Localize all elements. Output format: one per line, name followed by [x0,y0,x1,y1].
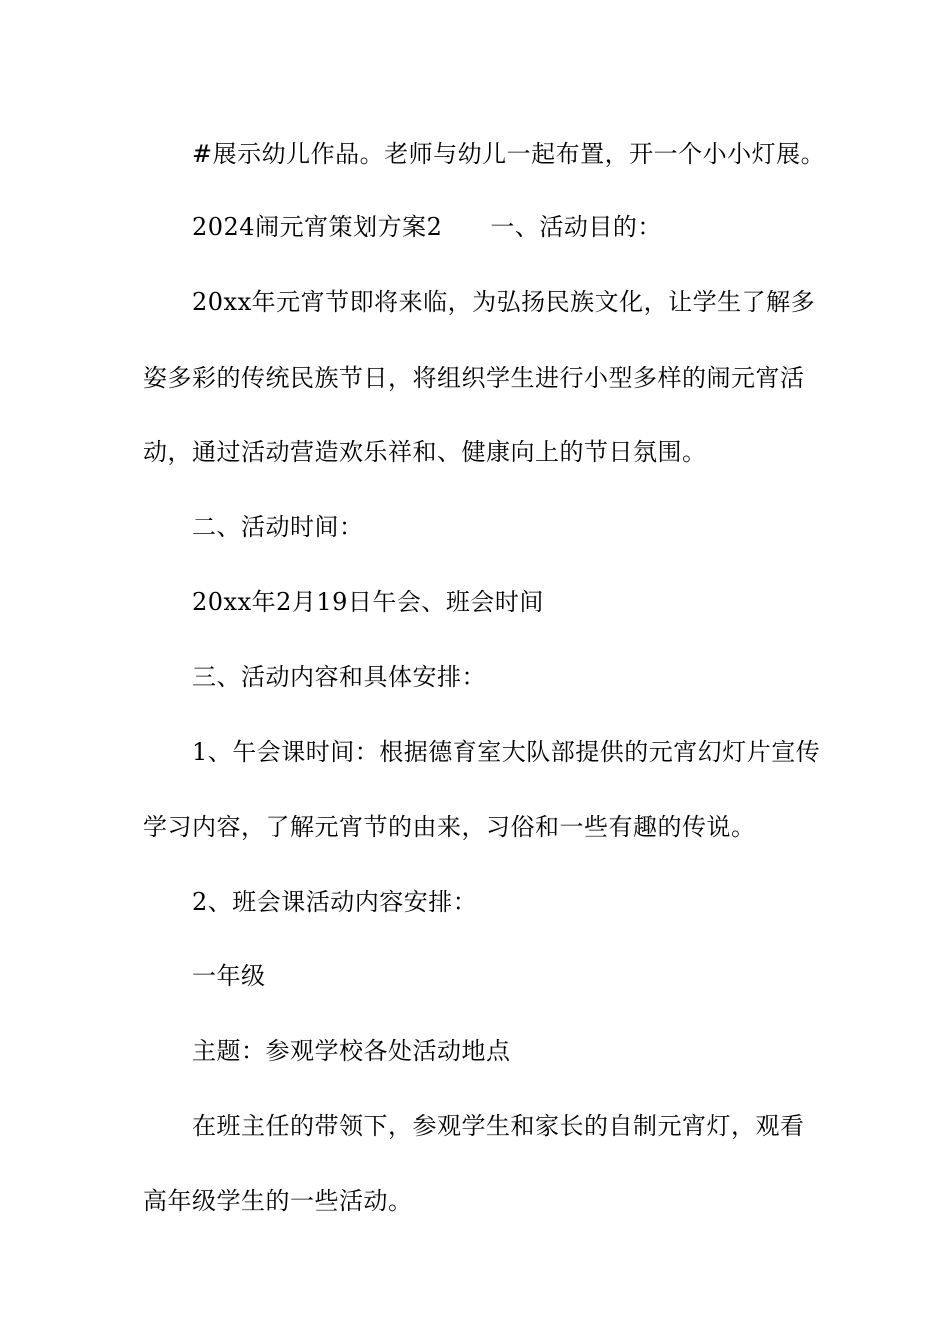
paragraph-line: #展示幼儿作品。老师与幼儿一起布置，开一个小小灯展。 [192,140,826,168]
paragraph-line: 一年级 [192,962,266,990]
section-heading: 三、活动内容和具体安排： [192,663,486,691]
document-title: 2024闹元宵策划方案2 [192,213,443,241]
paragraph-line: 动，通过活动营造欢乐祥和、健康向上的节日氛围。 [143,438,707,466]
paragraph-line: 20xx年2月19日午会、班会时间 [192,588,544,616]
section-heading: 二、活动时间： [192,513,364,541]
paragraph-line: 主题：参观学校各处活动地点 [192,1037,511,1065]
heading-line [192,211,662,243]
paragraph-line: 高年级学生的一些活动。 [143,1187,413,1215]
paragraph-line: 1、午会课时间：根据德育室大队部提供的元宵幻灯片宣传 [192,738,821,766]
paragraph-line: 姿多彩的传统民族节日，将组织学生进行小型多样的闹元宵活 [143,364,805,392]
paragraph-line: 20xx年元宵节即将来临，为弘扬民族文化，让学生了解多 [192,288,816,316]
paragraph-line: 2、班会课活动内容安排： [192,888,478,916]
paragraph-line: 学习内容，了解元宵节的由来，习俗和一些有趣的传说。 [143,813,756,841]
paragraph-line: 在班主任的带领下，参观学生和家长的自制元宵灯，观看 [192,1112,805,1140]
section-heading: 一、活动目的： [490,213,662,241]
